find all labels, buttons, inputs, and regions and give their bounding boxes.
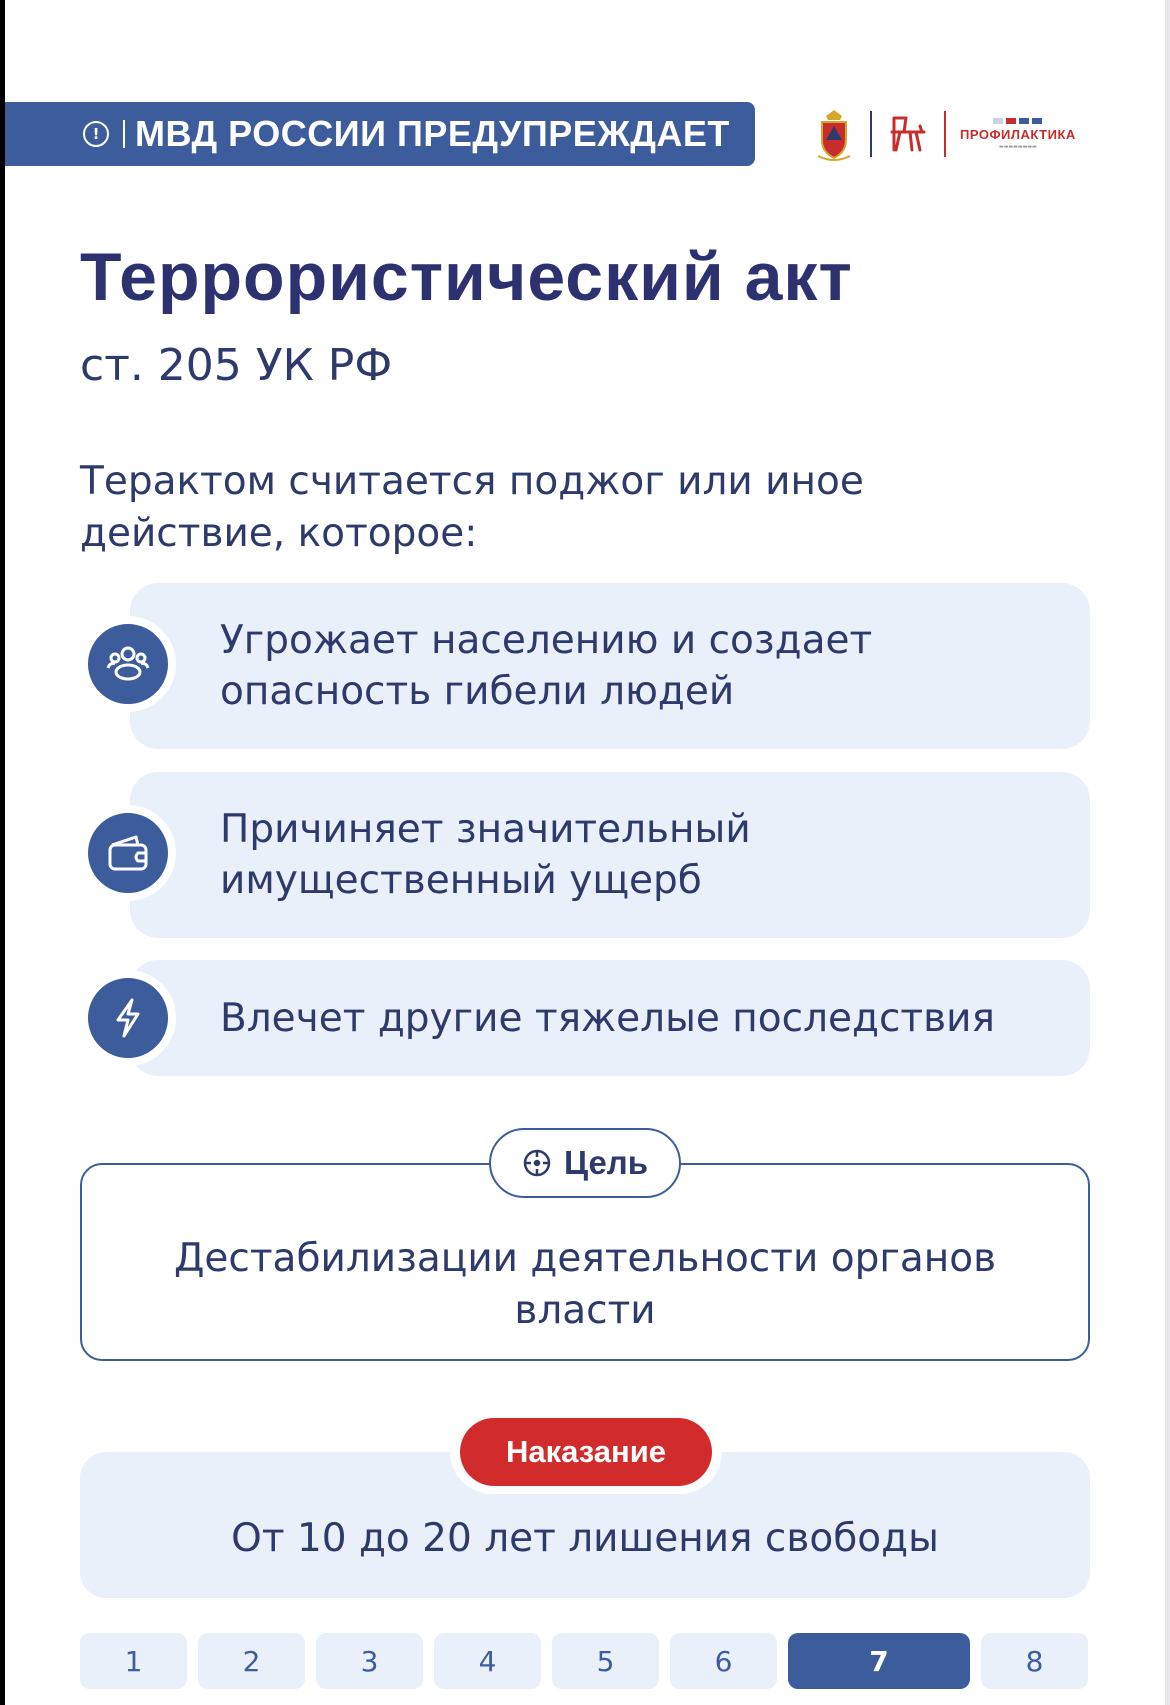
intro-text: Терактом считается поджог или иное действие, которое: — [80, 459, 864, 556]
banner-divider — [123, 120, 125, 148]
goal-label: Цель — [563, 1144, 649, 1181]
chair-logo-icon — [886, 112, 930, 156]
page-button-2[interactable]: 2 — [198, 1633, 305, 1689]
mvd-emblem-icon — [812, 106, 856, 162]
punishment-label-pill — [450, 1410, 722, 1494]
list-item — [130, 960, 1090, 1076]
logos — [812, 104, 1076, 164]
page-button-8[interactable]: 8 — [981, 1633, 1088, 1689]
page-title: Террористический акт — [80, 239, 853, 315]
punishment-label: Наказание — [460, 1418, 712, 1486]
list-item-text: Угрожает населению и создает опасность гибели людей — [220, 618, 873, 714]
logo-subtext-graphic: ▬▬▬▬▬▬▬▬ — [998, 144, 1037, 150]
goal-text: Дестабилизации деятельности органов власти — [173, 1236, 997, 1333]
punishment-text: От 10 до 20 лет лишения свободы — [231, 1516, 939, 1561]
banner-title: МВД РОССИИ ПРЕДУПРЕЖДАЕТ — [135, 113, 730, 154]
page-button-6[interactable]: 6 — [670, 1633, 777, 1689]
target-icon — [522, 1148, 552, 1178]
list-item — [130, 583, 1090, 749]
logo-divider — [944, 111, 946, 157]
page-button-4[interactable]: 4 — [434, 1633, 541, 1689]
page-button-5[interactable]: 5 — [552, 1633, 659, 1689]
left-edge — [0, 0, 5, 1705]
list-item — [130, 772, 1090, 938]
profilaktika-logo — [960, 118, 1076, 150]
pagination — [80, 1633, 1088, 1689]
wallet-icon — [80, 805, 176, 901]
profilaktika-logo-text: ПРОФИЛАКТИКА — [960, 127, 1076, 142]
exclamation-icon: ! — [83, 121, 109, 147]
list-item-text: Влечет другие тяжелые последствия — [220, 995, 995, 1041]
page-button-7-active[interactable]: 7 — [788, 1633, 970, 1689]
people-icon — [80, 616, 176, 712]
page-subtitle: ст. 205 УК РФ — [80, 340, 393, 391]
warning-banner — [5, 102, 755, 166]
goal-label-pill — [489, 1128, 681, 1198]
logo-divider — [870, 111, 872, 157]
page-button-3[interactable]: 3 — [316, 1633, 423, 1689]
list-item-text: Причиняет значительный имущественный ущерб — [220, 807, 751, 903]
lightning-icon — [80, 970, 176, 1066]
page-button-1[interactable]: 1 — [80, 1633, 187, 1689]
right-edge — [1165, 0, 1170, 1705]
